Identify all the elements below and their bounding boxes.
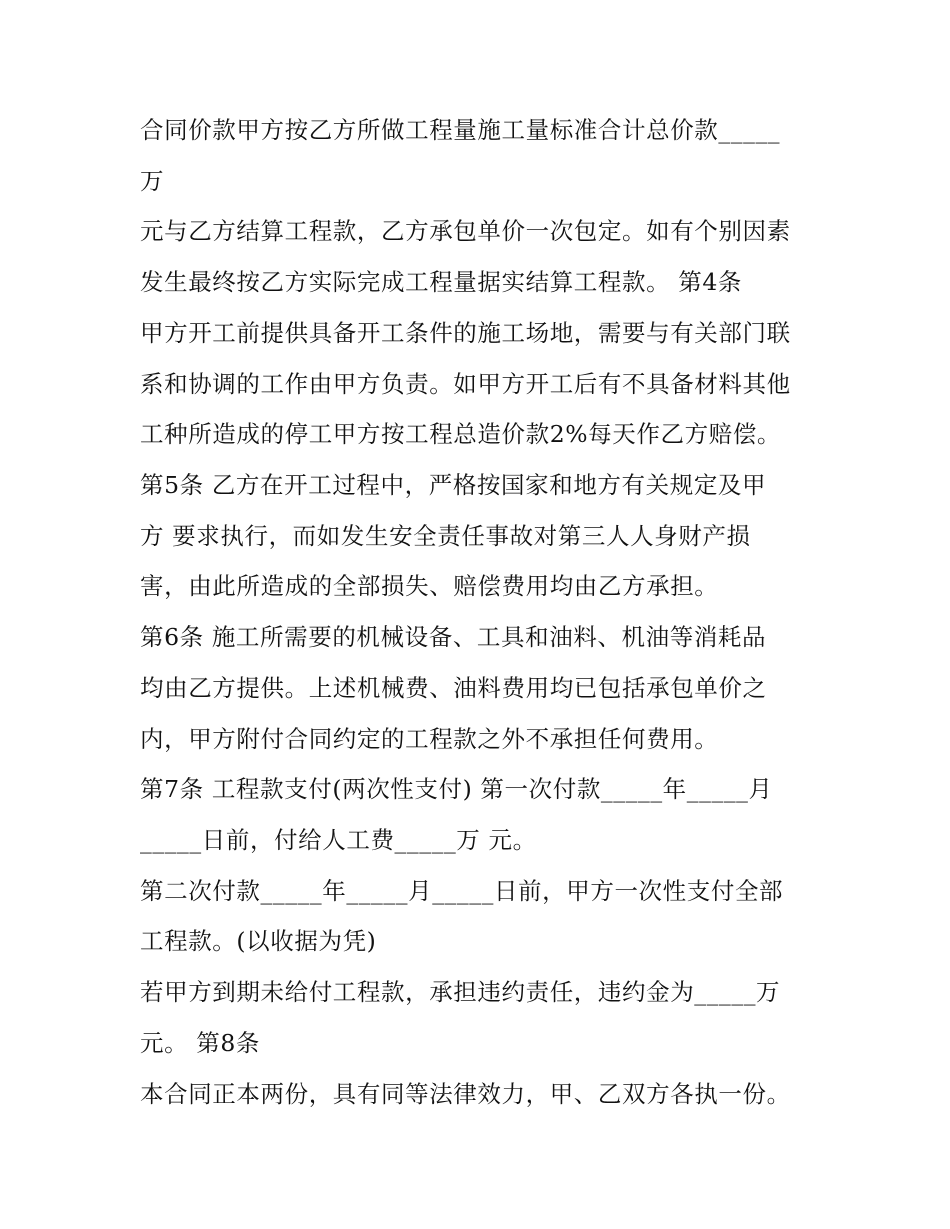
text-line: 工种所造成的停工甲方按工程总造价款2%每天作乙方赔偿。 — [140, 420, 781, 448]
text-line: 害，由此所造成的全部损失、赔偿费用均由乙方承担。 — [140, 572, 719, 600]
text-line: 合同价款甲方按乙方所做工程量施工量标准合计总价款_____ — [140, 116, 781, 144]
text-line: 第6条 施工所需要的机械设备、工具和油料、机油等消耗品 — [140, 623, 767, 651]
text-line: 第二次付款_____年_____月_____日前，甲方一次性支付全部 — [140, 877, 784, 905]
text-line: 元与乙方结算工程款，乙方承包单价一次包定。如有个别因素 — [140, 217, 791, 245]
text-line: 工程款。(以收据为凭) — [140, 927, 377, 955]
text-line: 甲方开工前提供具备开工条件的施工场地，需要与有关部门联 — [140, 319, 791, 347]
text-line: 本合同正本两份，具有同等法律效力，甲、乙双方各执一份。 — [140, 1080, 791, 1108]
text-line: 发生最终按乙方实际完成工程量据实结算工程款。 第4条 — [140, 268, 743, 296]
text-line: 万 — [140, 167, 165, 195]
text-line: _____日前，付给人工费_____万 元。 — [140, 826, 537, 854]
text-line: 元。 第8条 — [140, 1029, 261, 1057]
text-line: 内，甲方附付合同约定的工程款之外不承担任何费用。 — [140, 725, 719, 753]
text-line: 第7条 工程款支付(两次性支付) 第一次付款_____年_____月 — [140, 775, 773, 803]
text-line: 均由乙方提供。上述机械费、油料费用均已包括承包单价之 — [140, 674, 767, 702]
text-line: 若甲方到期未给付工程款，承担违约责任，违约金为_____万 — [140, 978, 781, 1006]
text-line: 第5条 乙方在开工过程中，严格按国家和地方有关规定及甲 — [140, 471, 767, 499]
text-line: 系和协调的工作由甲方负责。如甲方开工后有不具备材料其他 — [140, 370, 791, 398]
text-line: 方 要求执行，而如发生安全责任事故对第三人人身财产损 — [140, 522, 751, 550]
